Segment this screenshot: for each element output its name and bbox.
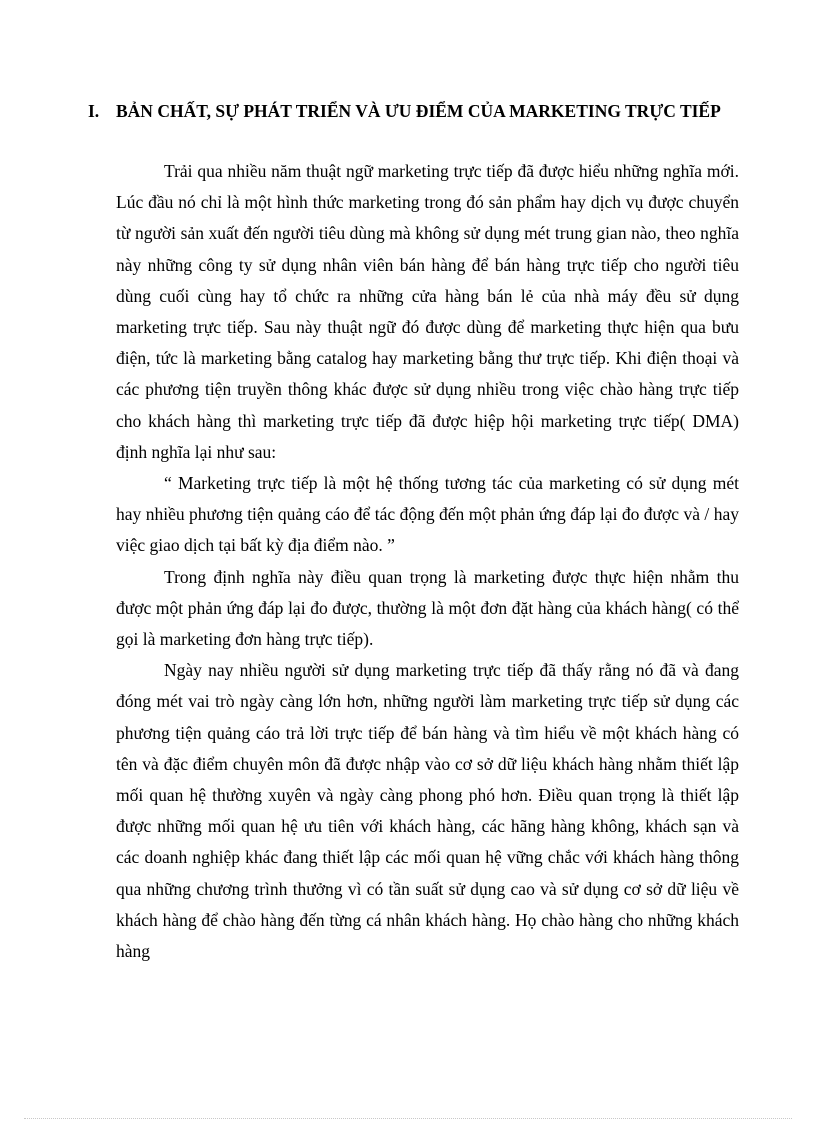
- paragraph-definition-note: Trong định nghĩa này điều quan trọng là marketing được thực hiện nhằm thu được một phản ứng đáp lại đo được, thường là một đơn đặt hàng của khách hàng( có thể gọi là marketing đơn hàng trực tiếp).: [116, 566, 739, 650]
- section-title: BẢN CHẤT, SỰ PHÁT TRIỂN VÀ ƯU ĐIỂM CỦA MARKETING TRỰC TIẾP: [116, 101, 721, 121]
- section-heading: [88, 96, 743, 127]
- section-number: I.: [88, 101, 100, 121]
- paragraph-modern-usage: Ngày nay nhiều người sử dụng marketing trực tiếp đã thấy rằng nó đã và đang đóng mét vai trò ngày càng lớn hơn, những người làm marketing trực tiếp sử dụng các phương tiện quảng cáo trả lời trực tiếp để bán hàng và tìm hiểu về một khách hàng có tên và đặc điểm chuyên môn đã được nhập vào cơ sở dữ liệu khách hàng nhằm thiết lập mối quan hệ thường xuyên và ngày càng phong phó hơn. Điều quan trọng là thiết lập được những mối quan hệ ưu tiên với khách hàng, các hãng hàng không, khách sạn và các doanh nghiệp khác đang thiết lập các mối quan hệ vững chắc với khách hàng thông qua những chương trình thưởng vì có tần suất sử dụng cao và sử dụng cơ sở dữ liệu về khách hàng để chào hàng đến từng cá nhân khách hàng. Họ chào hàng cho những khách hàng: [116, 660, 739, 962]
- paragraph-definition-quote: “ Marketing trực tiếp là một hệ thống tương tác của marketing có sử dụng mét hay nhiều phương tiện quảng cáo để tác động đến một phản ứng đáp lại đo được và / hay việc giao dịch tại bất kỳ địa điểm nào. ”: [116, 473, 739, 556]
- page-bottom-divider: [24, 1118, 792, 1119]
- document-body: [116, 156, 739, 967]
- paragraph-intro: Trải qua nhiều năm thuật ngữ marketing trực tiếp đã được hiểu những nghĩa mới. Lúc đầu nó chỉ là một hình thức marketing trong đó sản phẩm hay dịch vụ được chuyển từ người sản xuất đến người tiêu dùng mà không sử dụng mét trung gian nào, theo nghĩa này những công ty sử dụng nhân viên bán hàng để bán hàng trực tiếp cho người tiêu dùng cuối cùng hay tổ chức ra những cửa hàng bán lẻ của nhà máy đều sử dụng marketing trực tiếp. Sau này thuật ngữ đó được dùng để marketing thực hiện qua bưu điện, tức là marketing bằng catalog hay marketing bằng thư trực tiếp. Khi điện thoại và các phương tiện truyền thông khác được sử dụng nhiều trong việc chào hàng trực tiếp cho khách hàng thì marketing trực tiếp đã được hiệp hội marketing trực tiếp( DMA) định nghĩa lại như sau:: [116, 161, 739, 462]
